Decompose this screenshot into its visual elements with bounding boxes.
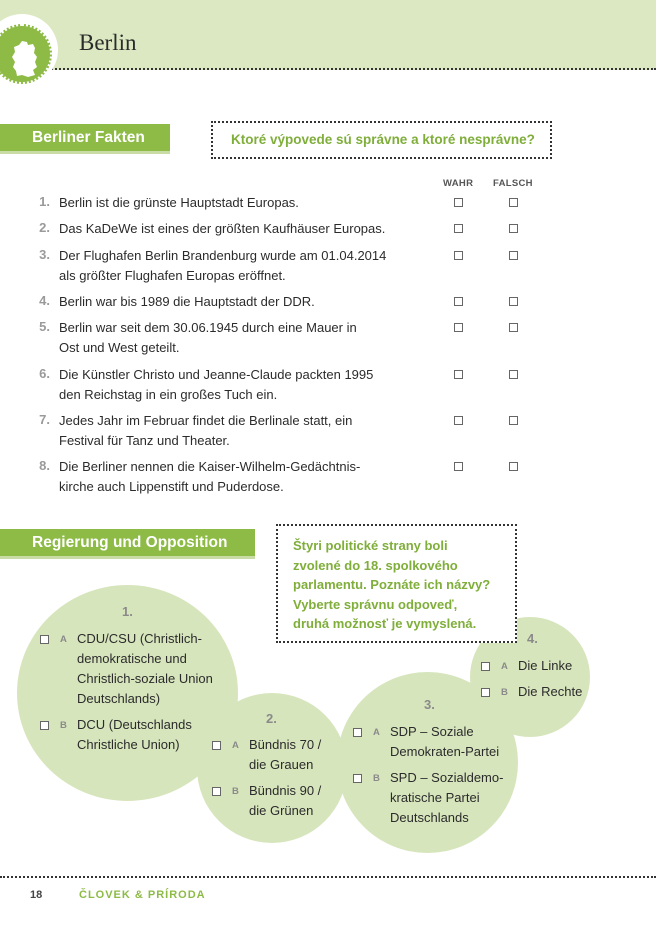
column-header-falsch: FALSCH (493, 178, 533, 189)
instruction-box-1: Ktoré výpovede sú správne a ktoré nesprávne? (211, 121, 552, 159)
checkbox-falsch[interactable] (509, 416, 518, 425)
option-checkbox[interactable] (481, 688, 490, 697)
statement-text: Der Flughafen Berlin Brandenburg wurde am 01.04.2014 (59, 248, 387, 263)
option-text: demokratische und (77, 651, 187, 666)
statement-text: Das KaDeWe ist eines der größten Kaufhäuser Europas. (59, 221, 386, 236)
option-checkbox[interactable] (40, 721, 49, 730)
option-checkbox[interactable] (40, 635, 49, 644)
option-letter: B (232, 786, 239, 797)
option-letter: B (60, 720, 67, 731)
option-text: Demokraten-Partei (390, 744, 500, 759)
instruction-line: zvolené do 18. spolkového (293, 557, 458, 573)
option-text: kratische Partei (390, 790, 480, 805)
section-label-regierung: Regierung und Opposition (0, 529, 255, 559)
option-checkbox[interactable] (353, 774, 362, 783)
statement-text: Die Berliner nennen die Kaiser-Wilhelm-Gedächtnis- (59, 459, 361, 474)
option-text: Deutschlands (390, 810, 469, 825)
checkbox-wahr[interactable] (454, 251, 463, 260)
statement-text: Berlin ist die grünste Hauptstadt Europas. (59, 195, 299, 210)
statement-text: Festival für Tanz und Theater. (59, 433, 230, 448)
option-text: SPD – Sozialdemo- (390, 770, 504, 785)
option-text: Bündnis 70 / (249, 737, 322, 752)
option-checkbox[interactable] (212, 741, 221, 750)
option-text: CDU/CSU (Christlich- (77, 631, 202, 646)
column-header-wahr: WAHR (443, 178, 474, 189)
checkbox-falsch[interactable] (509, 370, 518, 379)
statement-number: 8. (39, 458, 50, 473)
option-text: Christliche Union) (77, 737, 180, 752)
footer-divider (0, 876, 656, 878)
statement-number: 5. (39, 319, 50, 334)
option-text: Die Linke (518, 658, 573, 673)
statement-text: Jedes Jahr im Februar findet die Berlinale statt, ein (59, 413, 353, 428)
checkbox-wahr[interactable] (454, 416, 463, 425)
statement-text: den Reichstag in ein großes Tuch ein. (59, 387, 278, 402)
option-letter: A (373, 727, 380, 738)
option-letter: A (501, 661, 508, 672)
checkbox-wahr[interactable] (454, 462, 463, 471)
option-letter: A (232, 740, 239, 751)
option-text: DCU (Deutschlands (77, 717, 192, 732)
magazine-name: ČLOVEK & PRÍRODA (79, 889, 206, 901)
statement-number: 1. (39, 194, 50, 209)
page-title: Berlin (79, 30, 137, 55)
option-text: Die Rechte (518, 684, 583, 699)
statement-number: 3. (39, 247, 50, 262)
party-number: 1. (122, 604, 133, 619)
option-text: SDP – Soziale (390, 724, 474, 739)
statement-number: 6. (39, 366, 50, 381)
checkbox-wahr[interactable] (454, 370, 463, 379)
option-text: Deutschlands) (77, 691, 161, 706)
statement-number: 7. (39, 412, 50, 427)
checkbox-falsch[interactable] (509, 462, 518, 471)
germany-map-icon (10, 40, 40, 78)
option-letter: B (501, 687, 508, 698)
instruction-line: druhá možnosť je vymyslená. (293, 616, 477, 631)
option-text: Christlich-soziale Union (77, 671, 213, 686)
instruction-line: Vyberte správnu odpoveď, (293, 596, 458, 612)
statement-text: Ost und West geteilt. (59, 340, 180, 355)
instruction-box-2 (276, 524, 517, 643)
option-text: die Grünen (249, 803, 314, 818)
checkbox-falsch[interactable] (509, 198, 518, 207)
option-checkbox[interactable] (353, 728, 362, 737)
checkbox-falsch[interactable] (509, 251, 518, 260)
statement-number: 4. (39, 293, 50, 308)
statement-text: kirche auch Lippenstift und Puderdose. (59, 479, 284, 494)
page-number: 18 (30, 889, 43, 901)
option-letter: A (60, 634, 67, 645)
option-text: die Grauen (249, 757, 314, 772)
option-checkbox[interactable] (481, 662, 490, 671)
checkbox-falsch[interactable] (509, 297, 518, 306)
statement-number: 2. (39, 220, 50, 235)
party-number: 2. (266, 711, 277, 726)
statement-text: Berlin war bis 1989 die Hauptstadt der DDR. (59, 294, 315, 309)
checkbox-falsch[interactable] (509, 224, 518, 233)
checkbox-wahr[interactable] (454, 323, 463, 332)
checkbox-wahr[interactable] (454, 224, 463, 233)
instruction-line: Štyri politické strany boli (293, 538, 448, 553)
option-checkbox[interactable] (212, 787, 221, 796)
section-label-berliner-fakten: Berliner Fakten (0, 124, 170, 154)
option-letter: B (373, 773, 380, 784)
checkbox-falsch[interactable] (509, 323, 518, 332)
statement-text: als größter Flughafen Europas eröffnet. (59, 268, 286, 283)
checkbox-wahr[interactable] (454, 198, 463, 207)
statement-text: Die Künstler Christo und Jeanne-Claude packten 1995 (59, 367, 374, 382)
party-number: 3. (424, 697, 435, 712)
instruction-line: parlamentu. Poznáte ich názvy? (293, 577, 491, 592)
statement-text: Berlin war seit dem 30.06.1945 durch eine Mauer in (59, 320, 357, 335)
checkbox-wahr[interactable] (454, 297, 463, 306)
party-number: 4. (527, 631, 538, 646)
option-text: Bündnis 90 / (249, 783, 322, 798)
